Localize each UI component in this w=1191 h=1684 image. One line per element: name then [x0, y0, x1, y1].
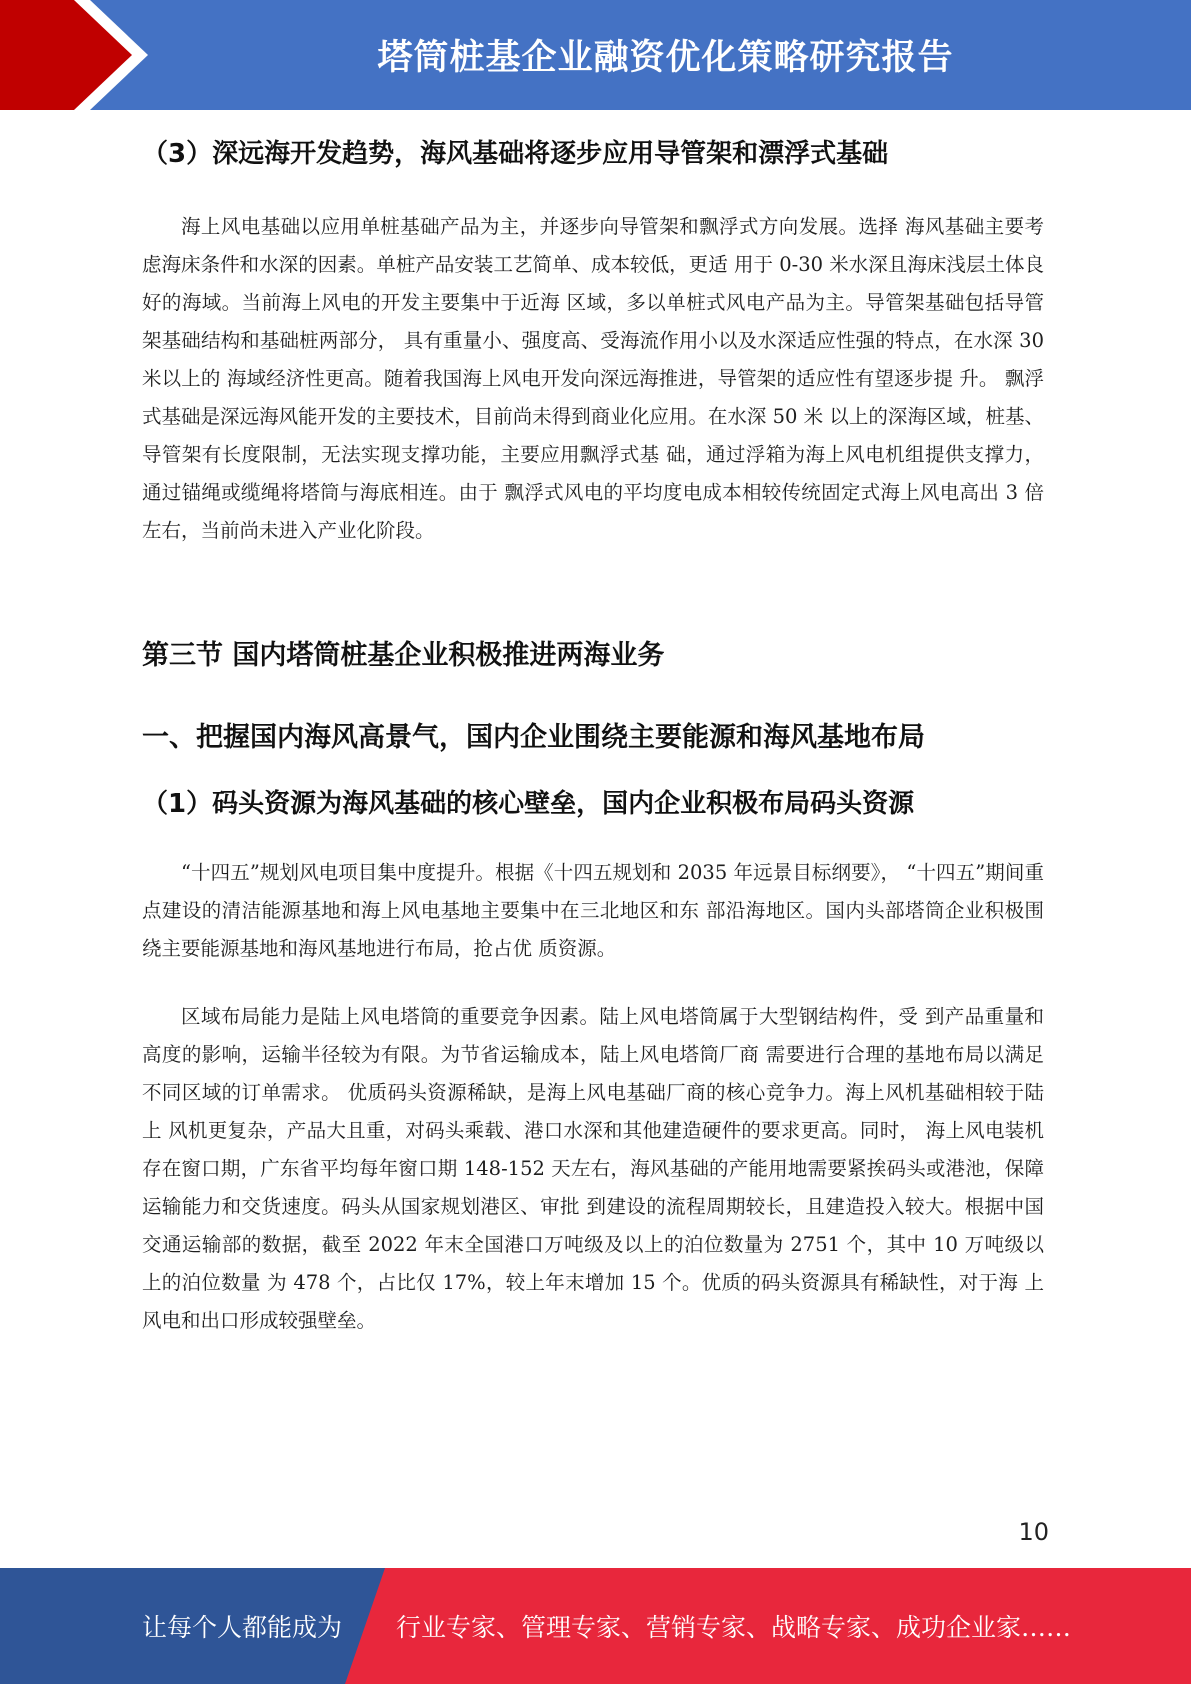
report-title: 塔筒桩基企业融资优化策略研究报告 [377, 38, 954, 78]
page-content [142, 110, 1044, 1340]
heading-wharf-resources: （1）码头资源为海风基础的核心壁垒，国内企业积极布局码头资源 [142, 789, 915, 819]
section-three-title: 第三节 国内塔筒桩基企业积极推进两海业务 [142, 640, 665, 671]
heading-domestic-layout: 一、把握国内海风高景气，国内企业围绕主要能源和海风基地布局 [142, 722, 925, 753]
footer-slogan-left: 让每个人都能成为 [142, 1613, 343, 1642]
paragraph-plan: “十四五”规划风电项目集中度提升。根据《十四五规划和 2035 年远景目标纲要》， “十四五”期间重点建设的清洁能源基地和海上风电基地主要集中在三北地区和东 部沿海地区。国内头部塔筒企业积极围绕主要能源基地和海风基地进行布局，抢占优 质资源。 [142, 861, 1044, 960]
paragraph-region: 区域布局能力是陆上风电塔筒的重要竞争因素。陆上风电塔筒属于大型钢结构件，受 到产品重量和高度的影响，运输半径较为有限。为节省运输成本，陆上风电塔筒厂商 需要进行合理的基地布局以满足不同区域的订单需求。 优质码头资源稀缺，是海上风电基础厂商的核心竞争力。海上风机基础相较于陆上 风机更复杂，产品大且重，对码头乘载、港口水深和其他建造硬件的要求更高。同时， 海上风电装机存在窗口期，广东省平均每年窗口期 148-152 天左右，海风基础的产能用地需要紧挨码头或港池，保障运输能力和交货速度。码头从国家规划港区、审批 到建设的流程周期较长，且建造投入较大。根据中国交通运输部的数据，截至 2022 年末全国港口万吨级及以上的泊位数量为 2751 个，其中 10 万吨级以上的泊位数量 为 478 个，占比仅 17%，较上年末增加 15 个。优质的码头资源具有稀缺性，对于海 上风电和出口形成较强壁垒。 [142, 1005, 1044, 1332]
page-number: 10 [1018, 1518, 1049, 1546]
header-chevron-icon [0, 0, 160, 110]
paragraph-foundation: 海上风电基础以应用单桩基础产品为主，并逐步向导管架和飘浮式方向发展。选择 海风基础主要考虑海床条件和水深的因素。单桩产品安装工艺简单、成本较低，更适 用于 0-30 米水深且海床浅层土体良好的海域。当前海上风电的开发主要集中于近海 区域，多以单桩式风电产品为主。导管架基础包括导管架基础结构和基础桩两部分， 具有重量小、强度高、受海流作用小以及水深适应性强的特点，在水深 30 米以上的 海域经济性更高。随着我国海上风电开发向深远海推进，导管架的适应性有望逐步提 升。 飘浮式基础是深远海风能开发的主要技术，目前尚未得到商业化应用。在水深 50 米 以上的深海区域，桩基、导管架有长度限制，无法实现支撑功能，主要应用飘浮式基 础，通过浮箱为海上风电机组提供支撑力，通过锚绳或缆绳将塔筒与海底相连。由于 飘浮式风电的平均度电成本相较传统固定式海上风电高出 3 倍左右，当前尚未进入产业化阶段。 [142, 215, 1044, 542]
page-header [0, 0, 1191, 110]
page-footer [0, 1568, 1191, 1684]
heading-deep-sea: （3）深远海开发趋势，海风基础将逐步应用导管架和漂浮式基础 [142, 139, 889, 169]
footer-slogan-right: 行业专家、管理专家、营销专家、战略专家、成功企业家…… [396, 1613, 1072, 1642]
